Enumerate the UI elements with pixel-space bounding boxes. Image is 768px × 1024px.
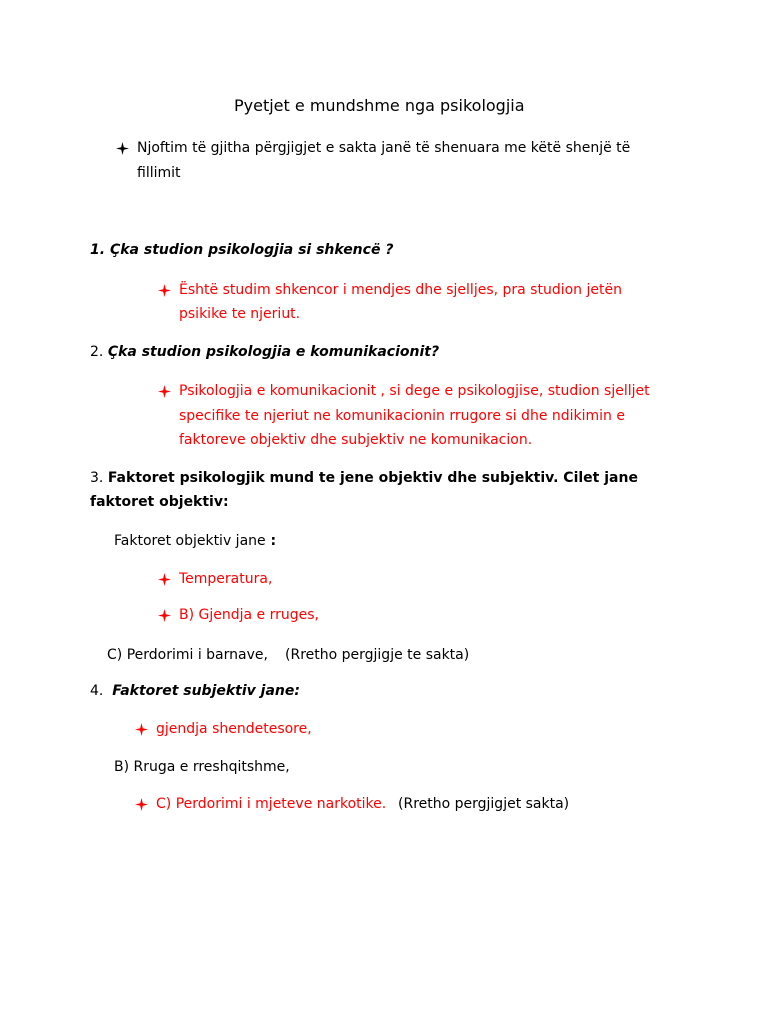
diamond-star-bullet-icon [158,609,171,622]
question-text: Çka studion psikologjia si shkencë ? [109,242,394,258]
question-4 [90,679,300,704]
notice-line-2: fillimit [137,165,181,181]
question-number: 4. [90,683,104,699]
objective-option-b: B) Gjendja e rruges, [179,607,319,623]
question-1: 1. Çka studion psikologjia si shkencë ? [90,242,394,258]
answer-2-line-2: specifike te njeriut ne komunikacionin rrugore si dhe ndikimin e [179,408,625,424]
subjective-option-c: C) Perdorimi i mjeteve narkotike. [156,796,387,812]
question-number: 1 [90,242,100,258]
objective-option-a: Temperatura, [179,571,273,587]
diamond-star-bullet-icon [116,142,129,155]
question-text: Faktoret psikologjik mund te jene objektiv dhe subjektiv. Cilet jane [107,470,638,486]
question-3-line-1 [90,466,638,491]
answer-2-line-3: faktoreve objektiv dhe subjektiv ne komunikacion. [179,432,533,448]
question-number: 2. [90,344,104,360]
subjective-option-b: B) Rruga e rreshqitshme, [114,759,290,775]
notice-line-1: Njoftim të gjitha përgjigjet e sakta janë të shenuara me këtë shenjë të [137,140,631,156]
subjective-option-a: gjendja shendetesore, [156,721,312,737]
question-3-line-2: faktoret objektiv: [90,494,229,510]
objective-option-c: C) Perdorimi i barnave, [107,647,268,663]
question-text: Faktoret subjektiv jane: [112,683,300,699]
diamond-star-bullet-icon [158,385,171,398]
answer-1-line-1: Është studim shkencor i mendjes dhe sjelljes, pra studion jetën [179,282,622,298]
page-title: Pyetjet e mundshme nga psikologjia [234,96,525,115]
answer-1-line-2: psikike te njeriut. [179,306,301,322]
question-number: 3. [90,470,104,486]
question-text: Çka studion psikologjia e komunikacionit? [107,344,440,360]
subjective-instruction: (Rretho pergjigjet sakta) [398,796,570,812]
diamond-star-bullet-icon [158,573,171,586]
objective-intro: Faktoret objektiv jane : [114,533,277,549]
diamond-star-bullet-icon [135,723,148,736]
answer-2-line-1: Psikologjia e komunikacionit , si dege e psikologjise, studion sjelljet [179,383,650,399]
diamond-star-bullet-icon [158,284,171,297]
objective-instruction: (Rretho pergjigje te sakta) [285,647,470,663]
diamond-star-bullet-icon [135,798,148,811]
question-2 [90,340,439,365]
